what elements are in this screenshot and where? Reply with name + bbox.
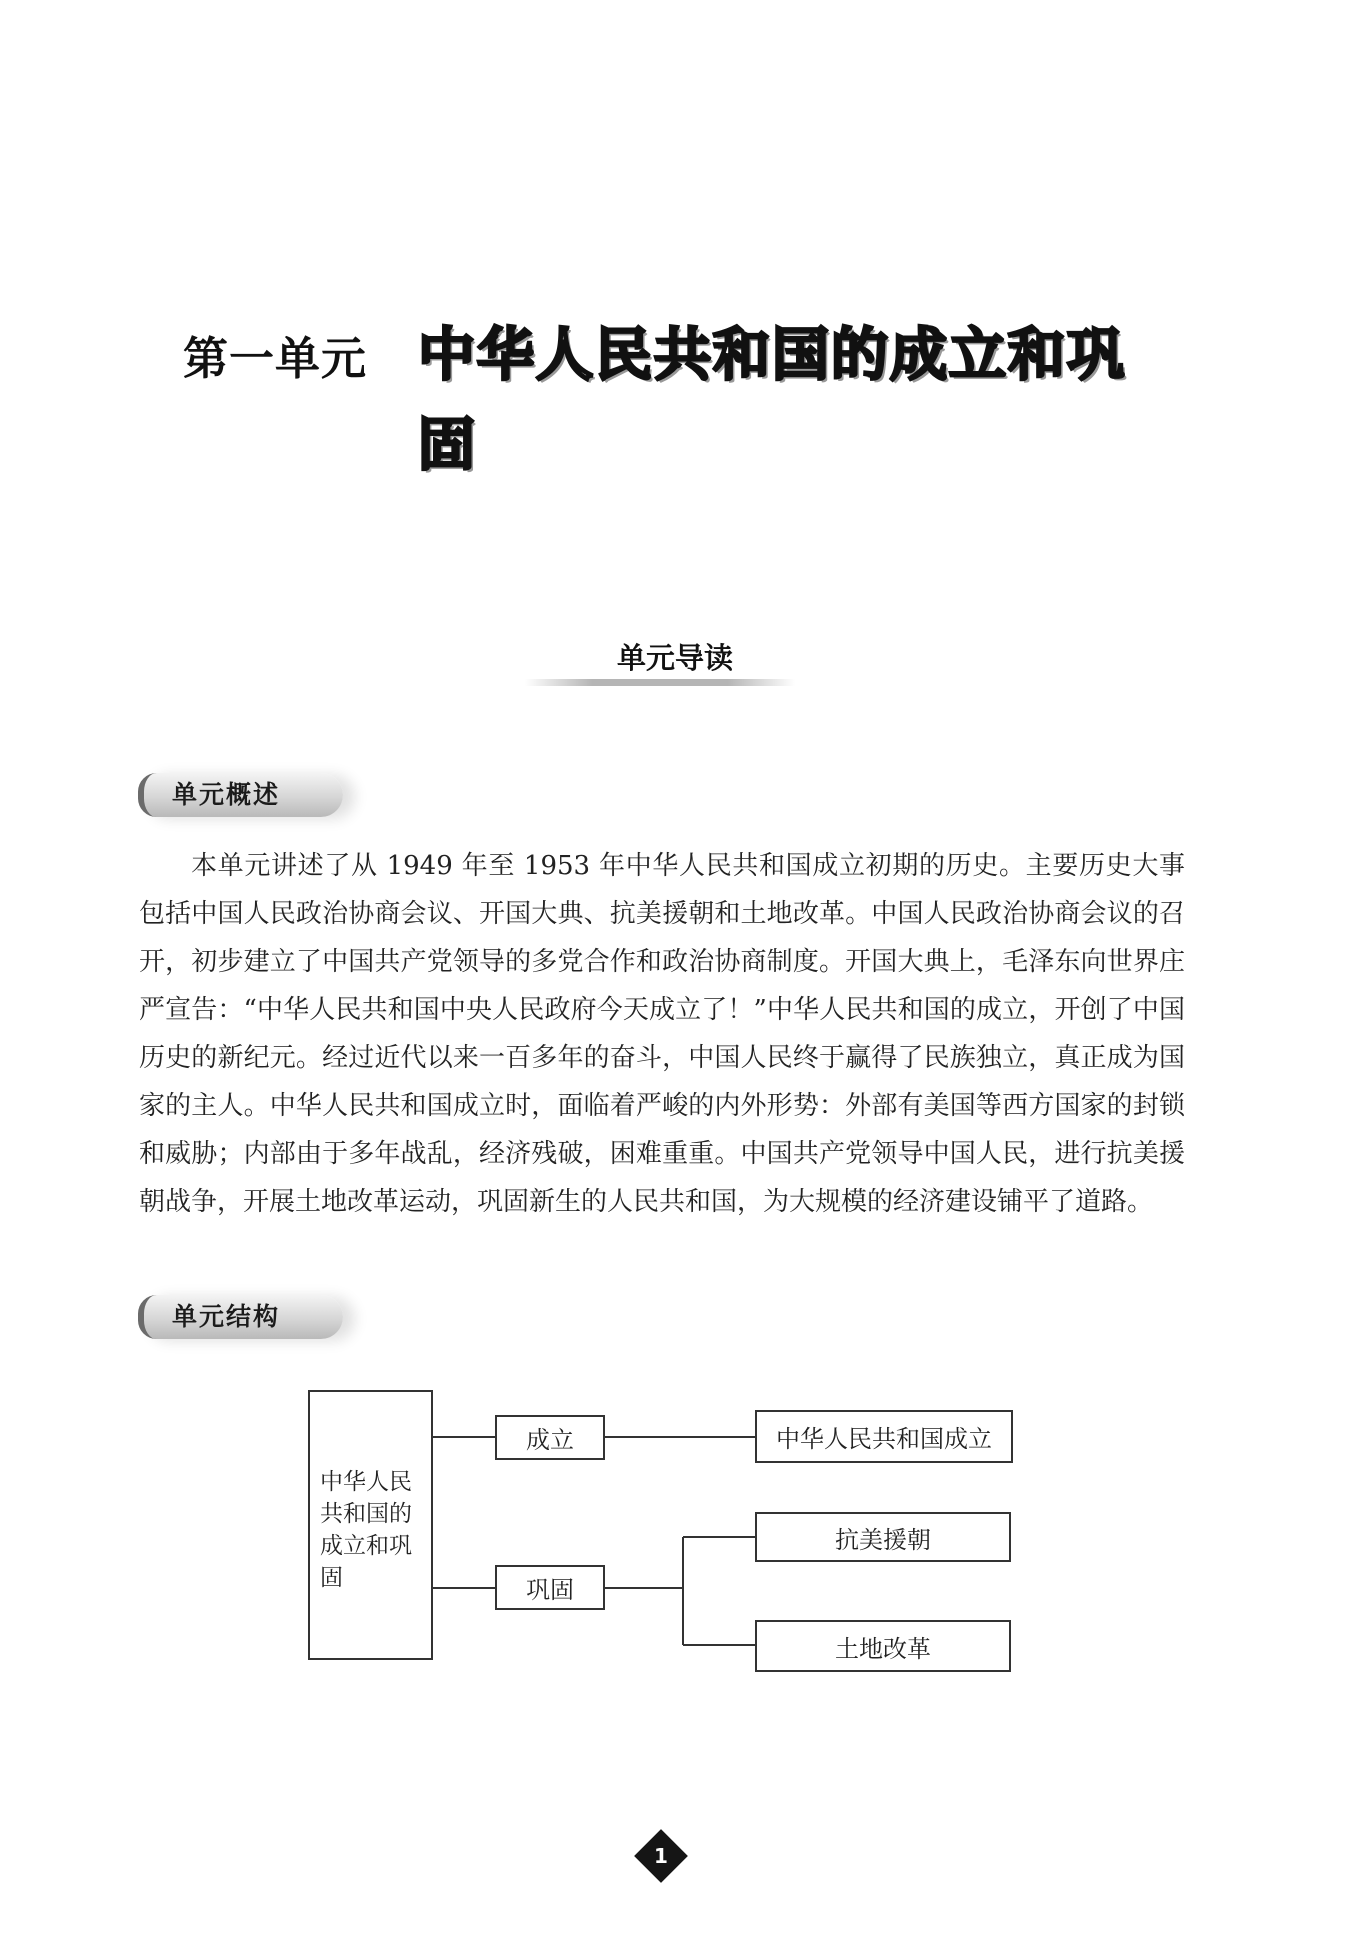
diagram-land-box [755, 1620, 1011, 1672]
diagram-korea-label: 抗美援朝 [835, 1525, 931, 1554]
unit-label: 第一单元 [183, 332, 368, 385]
diagram-consolidate-label: 巩固 [526, 1576, 574, 1604]
diagram-root-box [308, 1390, 433, 1660]
guide-underline [525, 679, 795, 686]
diagram-root-label: 中华人民共和国的成立和巩固 [320, 1469, 412, 1591]
unit-title: 中华人民共和国的成立和巩固 [418, 322, 1126, 478]
diagram-found-label: 成立 [526, 1426, 574, 1454]
diagram-prc-box [755, 1410, 1013, 1463]
diagram-found-box [495, 1415, 605, 1460]
diagram-prc-label: 中华人民共和国成立 [776, 1425, 992, 1453]
overview-tag: 单元概述 [138, 773, 343, 817]
structure-tag: 单元结构 [138, 1295, 343, 1339]
diagram-land-label: 土地改革 [835, 1634, 931, 1663]
guide-title: 单元导读 [616, 641, 733, 675]
overview-paragraph: 本单元讲述了从 1949 年至 1953 年中华人民共和国成立初期的历史。主要历史大事包括中国人民政治协商会议、开国大典、抗美援朝和土地改革。中国人民政治协商会议的召开，初步建立了中国共产党领导的多党合作和政治协商制度。开国大典上，毛泽东向世界庄严宣告：“中华人民共和国中央人民政府今天成立了！”中华人民共和国的成立，开创了中国历史的新纪元。经过近代以来一百多年的奋斗，中国人民终于赢得了民族独立，真正成为国家的主人。中华人民共和国成立时，面临着严峻的内外形势：外部有美国等西方国家的封锁和威胁；内部由于多年战乱，经济残破，困难重重。中国共产党领导中国人民，进行抗美援朝战争，开展土地改革运动，巩固新生的人民共和国，为大规模的经济建设铺平了道路。 [139, 851, 1185, 1217]
page-number: 1 [654, 1844, 668, 1868]
diagram-korea-box [755, 1512, 1011, 1562]
diagram-consolidate-box [495, 1565, 605, 1610]
